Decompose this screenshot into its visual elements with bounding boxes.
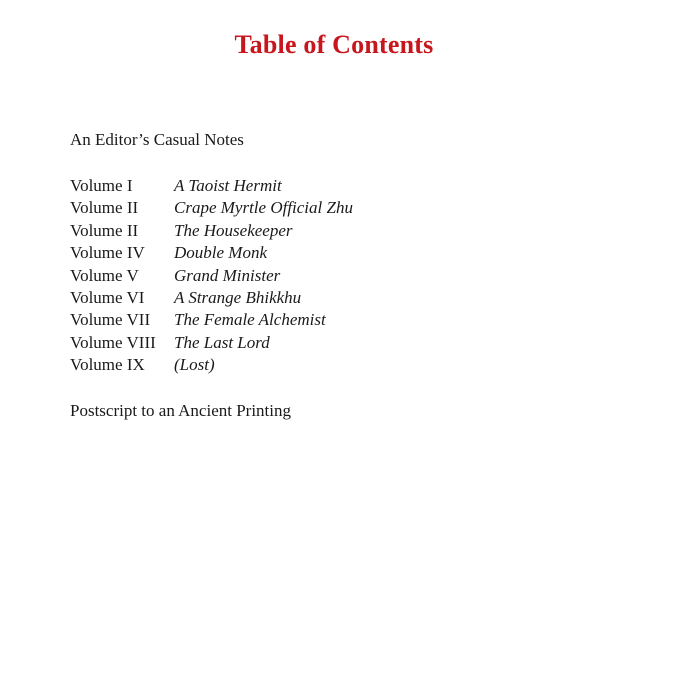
volume-entry bbox=[70, 332, 353, 354]
volume-entry bbox=[70, 354, 353, 376]
volume-title: (Lost) bbox=[174, 355, 215, 375]
volume-title: Crape Myrtle Official Zhu bbox=[174, 198, 353, 218]
volume-title: Double Monk bbox=[174, 243, 268, 263]
volume-number: Volume V bbox=[70, 265, 139, 285]
volume-entry bbox=[70, 197, 353, 219]
volume-number: Volume IX bbox=[70, 355, 145, 375]
volume-title: A Strange Bhikkhu bbox=[174, 287, 302, 307]
toc-entry-editors-notes: An Editor’s Casual Notes bbox=[70, 130, 244, 149]
volume-entry bbox=[70, 265, 353, 287]
volume-number: Volume VII bbox=[70, 310, 151, 330]
volume-entry bbox=[70, 242, 353, 264]
volume-entry bbox=[70, 175, 353, 197]
volume-title: The Female Alchemist bbox=[174, 310, 326, 330]
volume-number: Volume IV bbox=[70, 243, 145, 263]
volume-entry bbox=[70, 287, 353, 309]
volume-title: Grand Minister bbox=[174, 265, 281, 285]
volume-entry bbox=[70, 309, 353, 331]
volume-entry bbox=[70, 220, 353, 242]
volume-number: Volume VI bbox=[70, 287, 145, 307]
page-title: Table of Contents bbox=[234, 30, 434, 59]
volume-title: The Housekeeper bbox=[174, 220, 293, 240]
toc-entry-postscript: Postscript to an Ancient Printing bbox=[70, 401, 291, 420]
volume-title: A Taoist Hermit bbox=[174, 176, 282, 195]
volume-list bbox=[70, 175, 353, 377]
volume-number: Volume II bbox=[70, 198, 139, 218]
volume-number: Volume VIII bbox=[70, 332, 156, 352]
volume-number: Volume I bbox=[70, 176, 133, 195]
volume-title: The Last Lord bbox=[174, 332, 270, 352]
volume-number: Volume II bbox=[70, 220, 139, 240]
